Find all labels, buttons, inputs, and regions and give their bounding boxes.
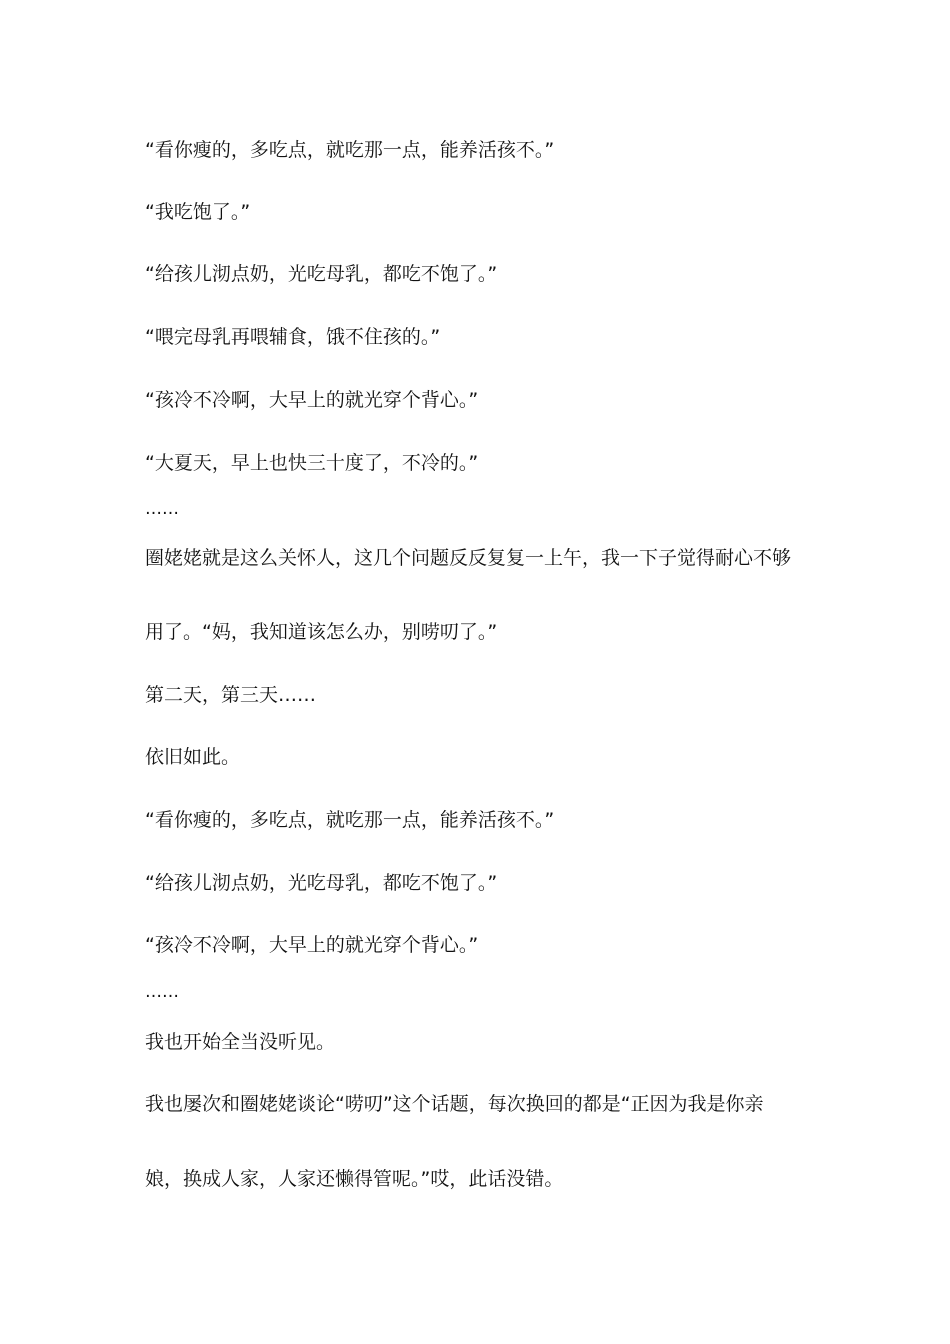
dialogue-line: “看你瘦的，多吃点，就吃那一点，能养活孩不。” xyxy=(145,809,555,831)
dialogue-line: “孩冷不冷啊，大早上的就光穿个背心。” xyxy=(145,389,479,411)
dialogue-line: “孩冷不冷啊，大早上的就光穿个背心。” xyxy=(145,934,479,956)
paragraph-line: 我也开始全当没听见。 xyxy=(145,1031,336,1053)
paragraph-line: 第二天，第三天…… xyxy=(145,684,317,706)
ellipsis-line: …… xyxy=(145,982,179,1002)
dialogue-line: “喂完母乳再喂辅食，饿不住孩的。” xyxy=(145,326,441,348)
paragraph-line: 我也屡次和圈姥姥谈论“唠叨”这个话题，每次换回的都是“正因为我是你亲 xyxy=(145,1093,764,1115)
dialogue-line: “看你瘦的，多吃点，就吃那一点，能养活孩不。” xyxy=(145,139,555,161)
paragraph-line: 用了。“妈，我知道该怎么办，别唠叨了。” xyxy=(145,621,498,643)
dialogue-line: “给孩儿沏点奶，光吃母乳，都吃不饱了。” xyxy=(145,872,498,894)
dialogue-line: “我吃饱了。” xyxy=(145,201,251,223)
paragraph-line: 圈姥姥就是这么关怀人，这几个问题反反复复一上午，我一下子觉得耐心不够 xyxy=(145,547,792,569)
paragraph-line: 依旧如此。 xyxy=(145,746,241,768)
dialogue-line: “给孩儿沏点奶，光吃母乳，都吃不饱了。” xyxy=(145,263,498,285)
ellipsis-line: …… xyxy=(145,499,179,519)
dialogue-line: “大夏天，早上也快三十度了，不冷的。” xyxy=(145,452,479,474)
paragraph-line: 娘，换成人家，人家还懒得管呢。”哎，此话没错。 xyxy=(145,1168,564,1190)
